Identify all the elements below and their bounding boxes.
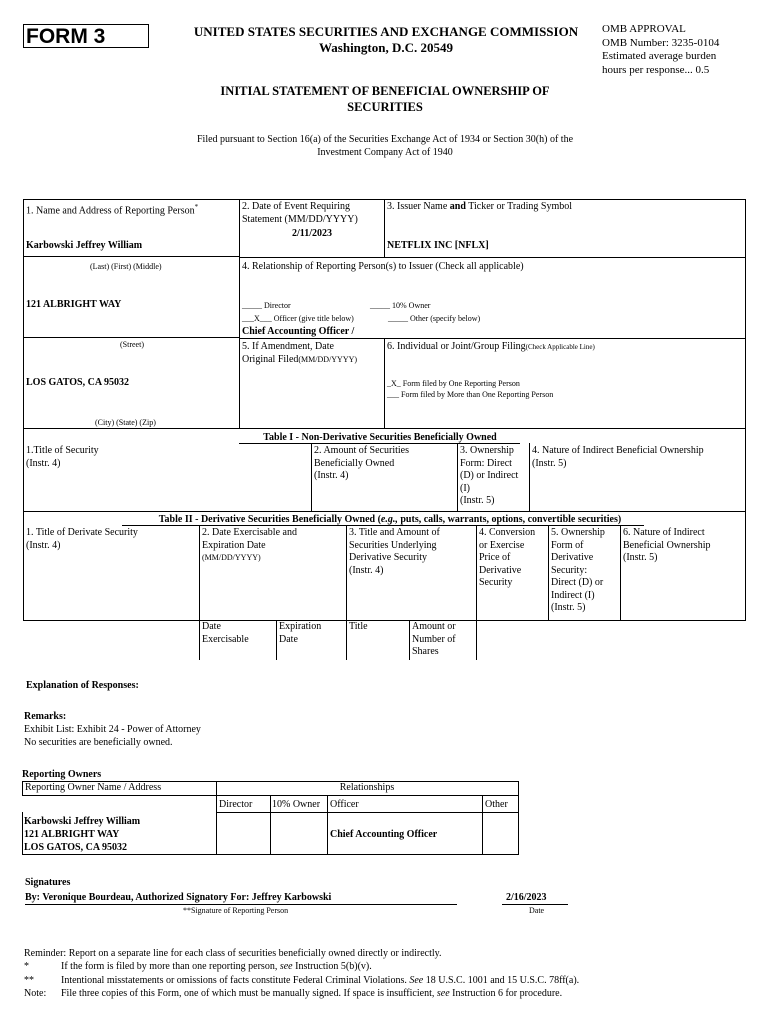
owner-officer-title: Chief Accounting Officer <box>330 829 438 840</box>
signature-caption: **Signature of Reporting Person <box>183 906 289 915</box>
table1-col2-line-3: (Instr. 4) <box>314 470 349 481</box>
table2-col6-line-1: 6. Nature of Indirect <box>623 527 705 538</box>
remarks-line-1: Exhibit List: Exhibit 24 - Power of Attorney <box>24 724 201 735</box>
table2-title-post: puts, calls, warrants, options, convertible securities) <box>397 514 622 525</box>
owner-street: 121 ALBRIGHT WAY <box>24 829 120 840</box>
owners-col-ten-owner: 10% Owner <box>272 799 321 810</box>
filing-basis <box>160 133 610 159</box>
table1-col4-header <box>532 445 704 470</box>
footer-note-3-see: see <box>436 988 450 999</box>
owner-address-block <box>24 815 140 854</box>
footer-note-2-see: See <box>409 975 424 986</box>
box1-label <box>26 201 198 218</box>
table1-col3-header <box>460 445 518 508</box>
table2-col4-line-3: Price of <box>479 552 511 563</box>
table1-right-border <box>745 428 746 511</box>
table2-col3-line-1: 3. Title and Amount of <box>349 527 440 538</box>
footer-reminder: Reminder: Report on a separate line for each class of securities beneficially owned directly or indirectly. <box>24 948 442 959</box>
table1-col2-header <box>314 445 409 483</box>
box3-label-and: and <box>449 201 466 212</box>
table2-right-border <box>745 511 746 621</box>
table1-col3-line-5: (Instr. 5) <box>460 495 495 506</box>
agency-location: Washington, D.C. 20549 <box>319 40 453 55</box>
table2-col2-line-1: 2. Date Exercisable and <box>202 527 297 538</box>
signature-by: By: Veronique Bourdeau, Authorized Signatory For: Jeffrey Karbowski <box>25 892 332 903</box>
table2-col3-line-3: Derivative Security <box>349 552 428 563</box>
table1-col2-line-2: Beneficially Owned <box>314 457 395 469</box>
table1-bottom-border <box>23 511 746 512</box>
ten-percent-owner-option: _____ 10% Owner <box>370 301 431 310</box>
table2-col1-header <box>26 527 138 552</box>
owners-heading: Reporting Owners <box>22 769 102 780</box>
city-hint: (City) (State) (Zip) <box>95 418 156 427</box>
box2-label-line-2: Statement (MM/DD/YYYY) <box>242 213 358 225</box>
table2-col6-header <box>623 527 710 565</box>
table2-col5-line-2: Form of <box>551 539 584 551</box>
table1-col4-line-1: 4. Nature of Indirect Beneficial Ownership <box>532 445 704 456</box>
table1-left-border <box>23 428 24 511</box>
owners-officer-col-border <box>327 795 328 854</box>
table2-col5-line-6: Indirect (I) <box>551 589 595 601</box>
table2-col2-line-3: (MM/DD/YYYY) <box>202 553 261 562</box>
form-title-line-2: SECURITIES <box>347 100 423 114</box>
owners-left-border-top <box>22 781 23 795</box>
table2-sub-exp-line-2: Date <box>279 633 298 645</box>
footer-note-2-post: 18 U.S.C. 1001 and 15 U.S.C. 78ff(a). <box>423 975 580 986</box>
table1-col3-line-1: 3. Ownership <box>460 445 514 456</box>
box3-label-post: Ticker or Trading Symbol <box>468 201 573 212</box>
table2-header-bottom <box>23 620 746 621</box>
box4-bottom-border <box>239 338 746 339</box>
street-hint: (Street) <box>120 340 144 349</box>
footer-note-2-pre: Intentional misstatements or omissions of facts constitute Federal Criminal Violations. <box>61 975 410 986</box>
footer-note-3-mark: Note: <box>24 988 47 999</box>
footer-note-3 <box>61 988 562 999</box>
footer-note-1-mark: * <box>24 961 29 972</box>
footer-note-1-pre: If the form is filed by more than one reporting person, <box>61 961 280 972</box>
owners-bottom-border <box>22 854 519 855</box>
box5-label <box>242 341 357 366</box>
table2-col3-header <box>349 527 440 577</box>
table2-sub-date-ex-line-2: Exercisable <box>202 633 249 645</box>
table2-col4-border <box>476 525 477 660</box>
signature-line <box>25 904 457 905</box>
filing-basis-line-2: Investment Company Act of 1940 <box>317 147 453 158</box>
footer-note-3-post: Instruction 6 for procedure. <box>449 988 563 999</box>
filing-basis-line-1: Filed pursuant to Section 16(a) of the Securities Exchange Act of 1934 or Section 30(h) of the <box>196 134 574 145</box>
footer-note-1-post: Instruction 5(b)(v). <box>292 961 372 972</box>
burden-line-1: Estimated average burden <box>602 50 717 62</box>
table2-col5-border <box>548 525 549 621</box>
director-option: _____ Director <box>242 301 291 310</box>
form-title <box>190 83 580 115</box>
agency-header <box>176 24 596 56</box>
box1-street-divider <box>23 337 239 338</box>
table2-col2-line-2: Expiration Date <box>202 539 266 551</box>
owners-col-director: Director <box>219 799 253 810</box>
table1-col2-line-1: 2. Amount of Securities <box>314 445 409 456</box>
table2-col6-line-3: (Instr. 5) <box>623 552 658 563</box>
table2-col5-line-1: 5. Ownership <box>551 527 605 538</box>
table2-col2-border <box>199 525 200 660</box>
filing-option-more: ___ Form filed by More than One Reporting Person <box>387 390 554 399</box>
owner-name: Karbowski Jeffrey William <box>24 816 141 827</box>
table2-col1-line-1: 1. Title of Derivate Security <box>26 527 138 538</box>
issuer-name: NETFLIX INC [NFLX] <box>387 240 489 251</box>
box6-label-small: (Check Applicable Line) <box>525 343 595 351</box>
omb-approval: OMB APPROVAL <box>602 23 686 35</box>
table2-col4-header <box>479 527 535 590</box>
omb-approval-box <box>602 23 719 77</box>
table1-col3-border <box>457 443 458 511</box>
table1-col1-line-2: (Instr. 4) <box>26 457 61 469</box>
table1-col3-line-2: Form: Direct <box>460 457 512 469</box>
box1-left-border <box>23 199 24 429</box>
table1-col2-border <box>311 443 312 511</box>
box1-right-border <box>239 199 240 429</box>
reporting-person-street: 121 ALBRIGHT WAY <box>26 299 122 310</box>
table2-sub-exp-border <box>276 620 277 660</box>
table2-col4-line-1: 4. Conversion <box>479 527 536 538</box>
name-hint: (Last) (First) (Middle) <box>90 262 162 271</box>
owners-right-border <box>518 781 519 854</box>
box2-label-line-1: 2. Date of Event Requiring <box>242 201 351 212</box>
table2-left-border <box>23 511 24 621</box>
table1-title: Table I - Non-Derivative Securities Beneficially Owned <box>263 432 497 443</box>
footer-note-1 <box>61 961 372 972</box>
officer-title: Chief Accounting Officer / <box>242 326 355 337</box>
table2-title <box>80 514 700 525</box>
agency-name: UNITED STATES SECURITIES AND EXCHANGE COMMISSION <box>193 24 579 39</box>
table2-col4-line-4: Derivative <box>479 564 522 576</box>
table2-col3-line-2: Securities Underlying <box>349 539 437 551</box>
table1-title-underline <box>239 443 520 444</box>
owners-col-relationships: Relationships <box>339 782 395 793</box>
box4-label: 4. Relationship of Reporting Person(s) to Issuer (Check all applicable) <box>242 261 524 272</box>
signature-date: 2/16/2023 <box>506 892 547 903</box>
reporting-person-city: LOS GATOS, CA 95032 <box>26 377 129 388</box>
form-title-line-1: INITIAL STATEMENT OF BENEFICIAL OWNERSHIP OF <box>220 84 550 98</box>
omb-number: OMB Number: 3235-0104 <box>602 36 720 49</box>
table2-sub-amount-border <box>409 620 410 660</box>
table2-sub-amount-line-2: Number of <box>412 633 456 645</box>
footer-note-2-mark: ** <box>24 975 34 986</box>
box6-label-text: 6. Individual or Joint/Group Filing <box>387 341 526 352</box>
signature-date-caption: Date <box>529 906 545 915</box>
box5-right-border <box>384 338 385 429</box>
table1-col1-header <box>26 445 99 470</box>
owners-col-name: Reporting Owner Name / Address <box>25 782 162 793</box>
table1-col4-border <box>529 443 530 511</box>
signature-date-line <box>502 904 568 905</box>
box23-bottom-border <box>239 257 746 258</box>
owners-col-officer: Officer <box>330 799 359 810</box>
box1-label-mark: * <box>194 203 199 211</box>
owners-subheader-divider <box>216 812 519 813</box>
remarks-line-2: No securities are beneficially owned. <box>24 737 173 748</box>
table2-col5-line-7: (Instr. 5) <box>551 602 586 613</box>
signatures-heading: Signatures <box>25 877 71 888</box>
box5-label-small: (MM/DD/YYYY) <box>298 354 358 364</box>
table2-sub-amount <box>412 621 456 659</box>
footer-note-3-pre: File three copies of this Form, one of which must be manually signed. If space is insufficient, <box>61 988 437 999</box>
table2-col3-border <box>346 525 347 660</box>
table2-col6-line-2: Beneficial Ownership <box>623 539 711 551</box>
table2-col5-line-3: Derivative <box>551 552 594 563</box>
explanation-heading: Explanation of Responses: <box>26 680 139 691</box>
box5-label-line-1: 5. If Amendment, Date <box>242 341 334 352</box>
box2-right-border <box>384 199 385 257</box>
table1-col4-line-2: (Instr. 5) <box>532 457 567 469</box>
table2-col5-line-5: Direct (D) or <box>551 577 604 588</box>
box1-label-text: 1. Name and Address of Reporting Person <box>26 205 195 217</box>
right-border-top <box>745 199 746 429</box>
table2-col6-border <box>620 525 621 621</box>
remarks-heading: Remarks: <box>24 711 67 722</box>
table2-title-eg: e.g., <box>380 514 398 525</box>
owners-other-col-border <box>482 795 483 854</box>
table2-col4-line-2: or Exercise <box>479 539 525 551</box>
table2-sub-exp-line-1: Expiration <box>279 621 322 632</box>
box3-label-pre: 3. Issuer Name <box>387 201 448 212</box>
table2-sub-amount-line-3: Shares <box>412 646 439 657</box>
table2-col3-line-4: (Instr. 4) <box>349 564 384 576</box>
other-option: _____ Other (specify below) <box>388 314 481 323</box>
footer-note-2 <box>61 975 579 986</box>
event-date: 2/11/2023 <box>292 228 333 239</box>
table2-title-underline <box>122 525 644 526</box>
owners-ten-col-border <box>270 795 271 854</box>
table1-col3-line-3: (D) or Indirect <box>460 470 519 481</box>
table2-sub-title: Title <box>349 621 368 632</box>
box-section-bottom <box>23 428 746 429</box>
table2-title-pre: Table II - Derivative Securities Beneficially Owned ( <box>158 514 381 525</box>
box2-label <box>242 201 358 226</box>
form-label: FORM 3 <box>23 24 149 48</box>
box5-label-line-2: Original Filed <box>242 353 299 365</box>
table2-col5-line-4: Security: <box>551 564 588 576</box>
owners-left-border-bottom <box>22 812 23 854</box>
box1-name-divider <box>23 256 239 257</box>
box3-label <box>387 201 572 214</box>
table2-col2-header <box>202 527 297 565</box>
table1-col3-line-4: (I) <box>460 482 470 494</box>
table2-col5-header <box>551 527 605 615</box>
filing-option-one: _X_ Form filed by One Reporting Person <box>387 379 520 388</box>
table2-sub-date-exercisable <box>202 621 249 646</box>
owner-city: LOS GATOS, CA 95032 <box>24 842 127 853</box>
box6-label <box>387 341 595 354</box>
table2-col4-line-5: Security <box>479 577 513 588</box>
burden-line-2: hours per response... 0.5 <box>602 63 710 76</box>
reporting-person-name: Karbowski Jeffrey William <box>26 240 143 251</box>
footer-note-1-see: see <box>279 961 293 972</box>
officer-option: ___X___ Officer (give title below) <box>242 314 354 323</box>
table2-col1-line-2: (Instr. 4) <box>26 539 61 551</box>
table2-sub-amount-line-1: Amount or <box>412 621 456 632</box>
table2-sub-date-ex-line-1: Date <box>202 621 221 632</box>
table1-col1-line-1: 1.Title of Security <box>26 445 99 456</box>
table2-sub-expiration <box>279 621 321 646</box>
owners-col-other: Other <box>485 799 508 810</box>
